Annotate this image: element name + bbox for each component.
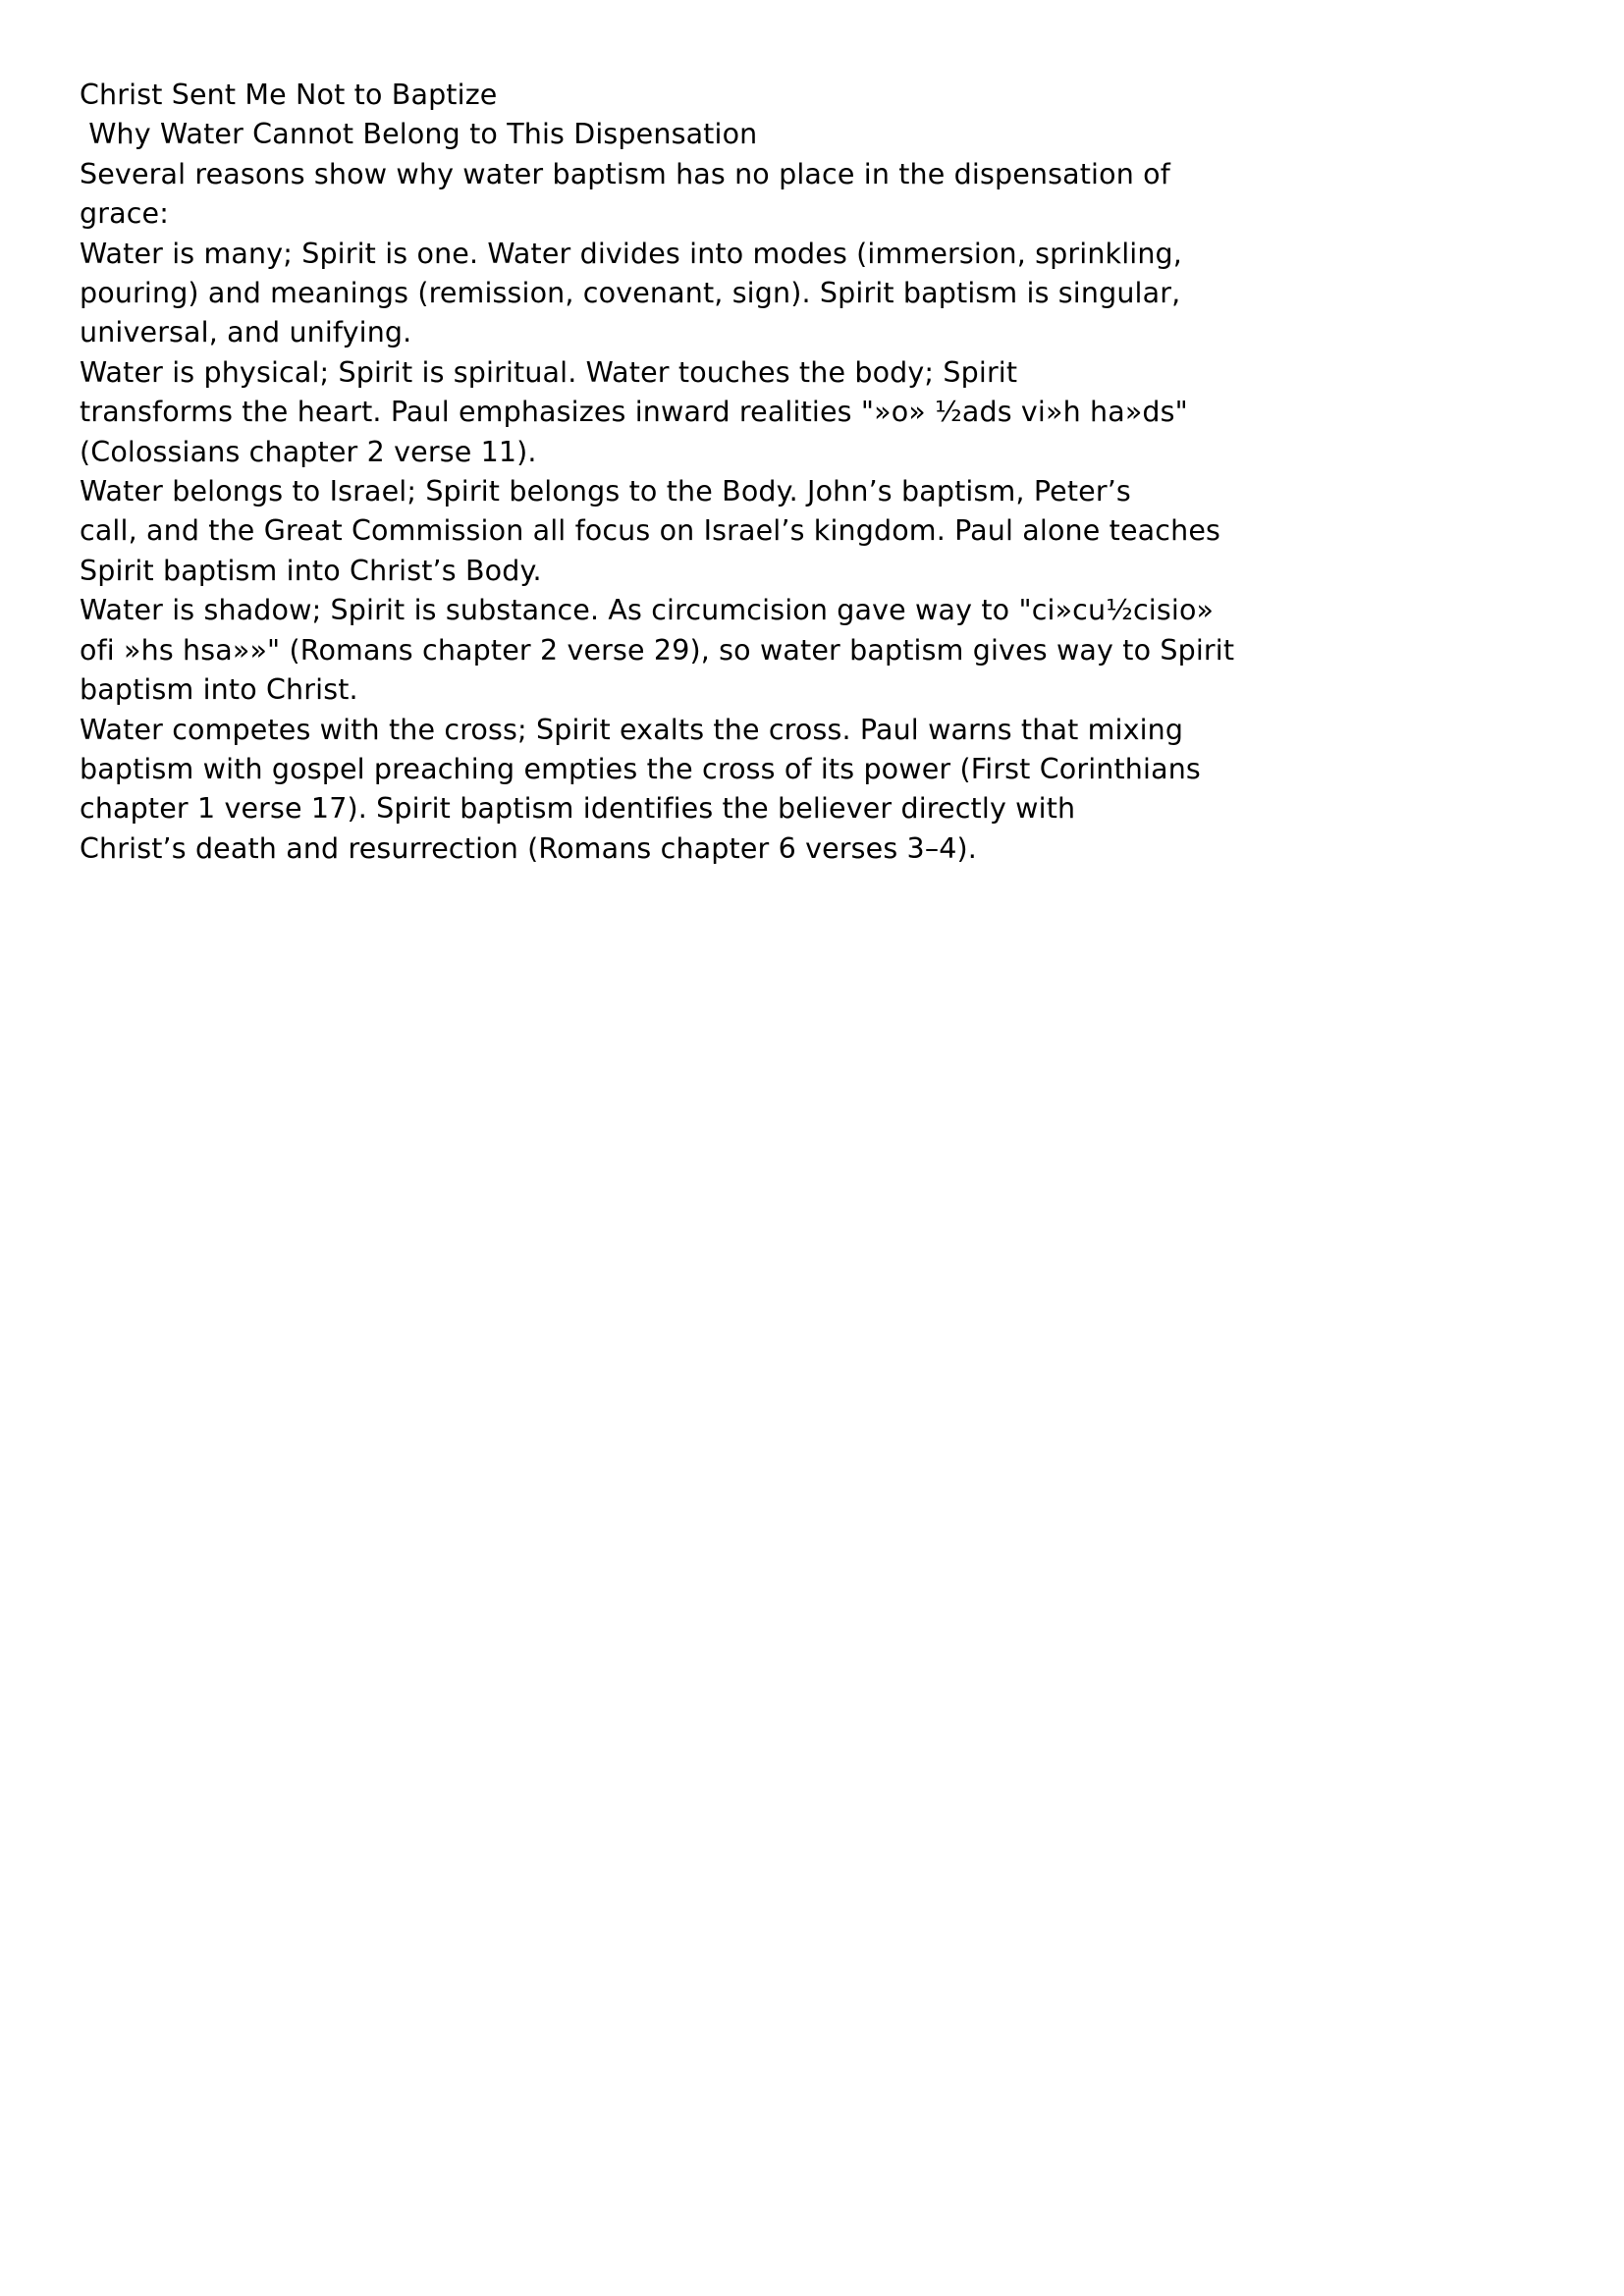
reason-4-line-3: baptism into Christ. — [80, 673, 358, 707]
reason-1-line-3: universal, and unifying. — [80, 316, 412, 349]
document-title: Christ Sent Me Not to Baptize — [80, 79, 498, 111]
reason-5-line-4: Christ’s death and resurrection (Romans chapter 6 verses 3–4). — [80, 831, 977, 865]
reason-5-line-1: Water competes with the cross; Spirit exalts the cross. Paul warns that mixing — [80, 713, 1184, 746]
reason-5-line-2: baptism with gospel preaching empties the cross of its power (First Corinthians — [80, 752, 1201, 785]
document-subtitle: Why Water Cannot Belong to This Dispensation — [80, 118, 758, 151]
intro-line-1: Several reasons show why water baptism has no place in the dispensation of — [80, 157, 1170, 190]
reason-4-line-1: Water is shadow; Spirit is substance. As circumcision gave way to "ci»cu½cisio» — [80, 594, 1215, 627]
reason-2-line-2: transforms the heart. Paul emphasizes inward realities "»o» ½ads vi»h ha»ds" — [80, 396, 1188, 429]
reason-2-line-1: Water is physical; Spirit is spiritual. Water touches the body; Spirit — [80, 355, 1018, 389]
reason-1-line-2: pouring) and meanings (remission, covenant, sign). Spirit baptism is singular, — [80, 277, 1181, 310]
intro-line-2: grace: — [80, 197, 169, 231]
reason-1-line-1: Water is many; Spirit is one. Water divides into modes (immersion, sprinkling, — [80, 237, 1183, 270]
reason-5-line-3: chapter 1 verse 17). Spirit baptism identifies the believer directly with — [80, 792, 1076, 826]
reason-3-line-1: Water belongs to Israel; Spirit belongs to the Body. John’s baptism, Peter’s — [80, 475, 1131, 508]
reason-3-line-2: call, and the Great Commission all focus on Israel’s kingdom. Paul alone teaches — [80, 514, 1221, 548]
reason-4-line-2: ofi »hs hsa»»" (Romans chapter 2 verse 29), so water baptism gives way to Spirit — [80, 633, 1235, 667]
reason-2-line-3: (Colossians chapter 2 verse 11). — [80, 435, 537, 468]
reason-3-line-3: Spirit baptism into Christ’s Body. — [80, 554, 542, 587]
document-body — [80, 76, 1356, 869]
